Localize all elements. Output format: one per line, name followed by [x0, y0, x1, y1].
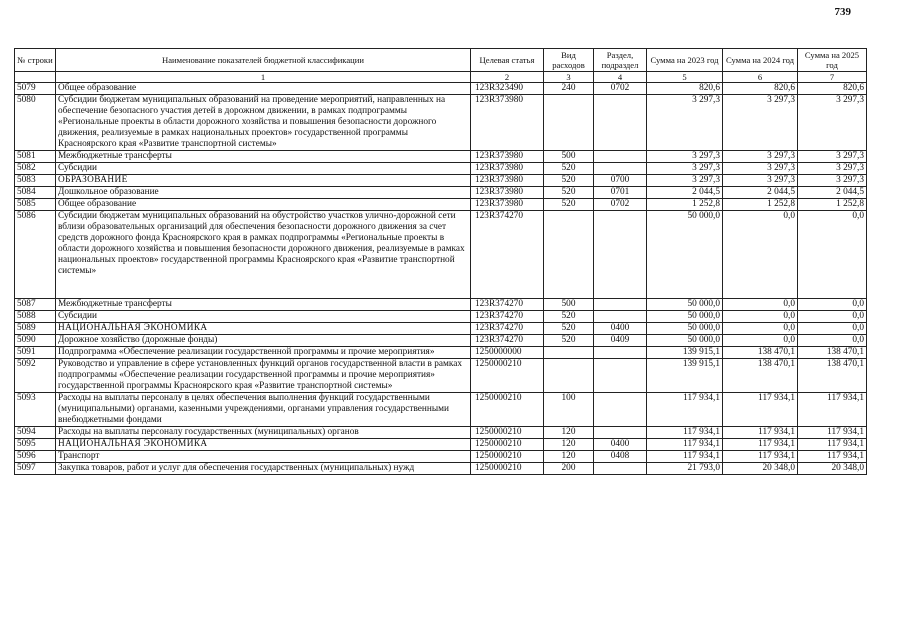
section-cell: 0408	[594, 451, 647, 463]
row-number-cell: 5086	[15, 211, 56, 299]
sum-2025-cell: 117 934,1	[798, 451, 867, 463]
indicator-name-cell: Транспорт	[56, 451, 471, 463]
section-cell	[594, 311, 647, 323]
target-article-cell: 123R373980	[471, 95, 544, 151]
target-article-cell: 123R374270	[471, 323, 544, 335]
table-row	[15, 311, 867, 323]
column-number: 4	[594, 72, 647, 83]
sum-2023-cell: 139 915,1	[647, 347, 723, 359]
sum-2024-cell: 0,0	[723, 311, 798, 323]
sum-2024-cell: 3 297,3	[723, 95, 798, 151]
page-number: 739	[834, 6, 851, 18]
sum-2023-cell: 2 044,5	[647, 187, 723, 199]
indicator-name-cell: НАЦИОНАЛЬНАЯ ЭКОНОМИКА	[56, 323, 471, 335]
indicator-name-cell: Расходы на выплаты персоналу государственных (муниципальных) органов	[56, 427, 471, 439]
row-number-cell: 5084	[15, 187, 56, 199]
table-row	[15, 439, 867, 451]
sum-2025-cell: 3 297,3	[798, 95, 867, 151]
sum-2025-cell: 117 934,1	[798, 393, 867, 427]
section-cell	[594, 163, 647, 175]
target-article-cell: 123R374270	[471, 335, 544, 347]
indicator-name-cell: НАЦИОНАЛЬНАЯ ЭКОНОМИКА	[56, 439, 471, 451]
sum-2023-cell: 117 934,1	[647, 427, 723, 439]
section-cell	[594, 299, 647, 311]
sum-2023-cell: 117 934,1	[647, 451, 723, 463]
expense-type-cell: 520	[544, 175, 594, 187]
expense-type-cell	[544, 211, 594, 299]
section-cell: 0400	[594, 323, 647, 335]
sum-2025-cell: 0,0	[798, 311, 867, 323]
expense-type-cell	[544, 359, 594, 393]
sum-2025-cell: 117 934,1	[798, 427, 867, 439]
table-row	[15, 199, 867, 211]
sum-2023-cell: 50 000,0	[647, 311, 723, 323]
target-article-cell: 123R374270	[471, 311, 544, 323]
section-cell	[594, 347, 647, 359]
sum-2025-cell: 3 297,3	[798, 163, 867, 175]
header-sum-2025: Сумма на 2025 год	[798, 49, 867, 72]
section-cell: 0700	[594, 175, 647, 187]
sum-2025-cell: 138 470,1	[798, 359, 867, 393]
row-number-cell: 5087	[15, 299, 56, 311]
header-expense-type: Вид расходов	[544, 49, 594, 72]
sum-2023-cell: 117 934,1	[647, 439, 723, 451]
row-number-cell: 5089	[15, 323, 56, 335]
sum-2025-cell: 3 297,3	[798, 151, 867, 163]
table-row	[15, 323, 867, 335]
sum-2025-cell: 0,0	[798, 211, 867, 299]
sum-2024-cell: 1 252,8	[723, 199, 798, 211]
row-number-cell: 5096	[15, 451, 56, 463]
target-article-cell: 1250000000	[471, 347, 544, 359]
row-number-cell: 5092	[15, 359, 56, 393]
sum-2025-cell: 2 044,5	[798, 187, 867, 199]
expense-type-cell: 520	[544, 311, 594, 323]
row-number-cell: 5088	[15, 311, 56, 323]
column-number: 3	[544, 72, 594, 83]
sum-2023-cell: 139 915,1	[647, 359, 723, 393]
sum-2023-cell: 3 297,3	[647, 163, 723, 175]
sum-2025-cell: 138 470,1	[798, 347, 867, 359]
section-cell: 0702	[594, 83, 647, 95]
sum-2023-cell: 21 793,0	[647, 463, 723, 475]
target-article-cell: 1250000210	[471, 427, 544, 439]
target-article-cell: 123R373980	[471, 175, 544, 187]
expense-type-cell: 520	[544, 187, 594, 199]
sum-2023-cell: 3 297,3	[647, 151, 723, 163]
column-number: 7	[798, 72, 867, 83]
expense-type-cell: 500	[544, 299, 594, 311]
expense-type-cell: 520	[544, 323, 594, 335]
row-number-cell: 5094	[15, 427, 56, 439]
sum-2024-cell: 820,6	[723, 83, 798, 95]
column-number-row	[15, 72, 867, 83]
indicator-name-cell: Дорожное хозяйство (дорожные фонды)	[56, 335, 471, 347]
section-cell	[594, 151, 647, 163]
header-name: Наименование показателей бюджетной классификации	[56, 49, 471, 72]
column-number: 6	[723, 72, 798, 83]
sum-2025-cell: 1 252,8	[798, 199, 867, 211]
table-row	[15, 451, 867, 463]
section-cell	[594, 463, 647, 475]
row-number-cell: 5095	[15, 439, 56, 451]
sum-2023-cell: 50 000,0	[647, 299, 723, 311]
header-sum-2024: Сумма на 2024 год	[723, 49, 798, 72]
sum-2024-cell: 0,0	[723, 299, 798, 311]
target-article-cell: 123R373980	[471, 151, 544, 163]
sum-2023-cell: 50 000,0	[647, 335, 723, 347]
section-cell: 0400	[594, 439, 647, 451]
expense-type-cell: 120	[544, 439, 594, 451]
sum-2025-cell: 0,0	[798, 299, 867, 311]
sum-2024-cell: 2 044,5	[723, 187, 798, 199]
expense-type-cell: 120	[544, 451, 594, 463]
section-cell	[594, 95, 647, 151]
sum-2025-cell: 0,0	[798, 335, 867, 347]
target-article-cell: 123R373980	[471, 199, 544, 211]
budget-table	[14, 48, 867, 475]
sum-2024-cell: 0,0	[723, 211, 798, 299]
indicator-name-cell: Субсидии	[56, 163, 471, 175]
indicator-name-cell: Общее образование	[56, 83, 471, 95]
sum-2024-cell: 138 470,1	[723, 359, 798, 393]
header-row-no: № строки	[15, 49, 56, 72]
indicator-name-cell: Расходы на выплаты персоналу в целях обеспечения выполнения функций государственными (муниципальными) органами, казенными учреждениями, органами управления государственными внебюджетными фондами	[56, 393, 471, 427]
expense-type-cell: 520	[544, 199, 594, 211]
column-number	[15, 72, 56, 83]
table-row	[15, 463, 867, 475]
sum-2024-cell: 0,0	[723, 335, 798, 347]
row-number-cell: 5091	[15, 347, 56, 359]
section-cell	[594, 211, 647, 299]
row-number-cell: 5079	[15, 83, 56, 95]
row-number-cell: 5090	[15, 335, 56, 347]
indicator-name-cell: Межбюджетные трансферты	[56, 151, 471, 163]
target-article-cell: 123R373980	[471, 163, 544, 175]
expense-type-cell	[544, 347, 594, 359]
section-cell	[594, 359, 647, 393]
target-article-cell: 123R374270	[471, 299, 544, 311]
expense-type-cell: 240	[544, 83, 594, 95]
table-row	[15, 359, 867, 393]
sum-2024-cell: 20 348,0	[723, 463, 798, 475]
target-article-cell: 123R373980	[471, 187, 544, 199]
sum-2023-cell: 820,6	[647, 83, 723, 95]
table-row	[15, 347, 867, 359]
row-number-cell: 5080	[15, 95, 56, 151]
section-cell: 0702	[594, 199, 647, 211]
row-number-cell: 5093	[15, 393, 56, 427]
sum-2025-cell: 0,0	[798, 323, 867, 335]
target-article-cell: 123R374270	[471, 211, 544, 299]
target-article-cell: 1250000210	[471, 451, 544, 463]
target-article-cell: 1250000210	[471, 359, 544, 393]
header-target: Целевая статья	[471, 49, 544, 72]
target-article-cell: 1250000210	[471, 439, 544, 451]
row-number-cell: 5082	[15, 163, 56, 175]
table-row	[15, 95, 867, 151]
sum-2024-cell: 117 934,1	[723, 427, 798, 439]
table-row	[15, 175, 867, 187]
section-cell	[594, 393, 647, 427]
table-row	[15, 211, 867, 299]
header-sum-2023: Сумма на 2023 год	[647, 49, 723, 72]
indicator-name-cell: Субсидии бюджетам муниципальных образований на обустройство участков улично-дорожной сети вблизи образовательных организаций для обеспечения безопасности дорожного движения за счет средств дорожного фонда Красноярского края в рамках подпрограммы «Региональные проекты в области дорожного хозяйства и повышения безопасности дорожного движения, реализуемые в рамках национальных проектов» государственной программы Красноярского края «Развитие транспортной системы»	[56, 211, 471, 299]
indicator-name-cell: Общее образование	[56, 199, 471, 211]
table-row	[15, 299, 867, 311]
sum-2023-cell: 3 297,3	[647, 175, 723, 187]
table-row	[15, 163, 867, 175]
table-row	[15, 427, 867, 439]
sum-2024-cell: 117 934,1	[723, 393, 798, 427]
indicator-name-cell: Подпрограмма «Обеспечение реализации государственной программы и прочие мероприятия»	[56, 347, 471, 359]
target-article-cell: 123R323490	[471, 83, 544, 95]
column-number: 2	[471, 72, 544, 83]
expense-type-cell: 200	[544, 463, 594, 475]
sum-2025-cell: 820,6	[798, 83, 867, 95]
table-row	[15, 393, 867, 427]
expense-type-cell	[544, 95, 594, 151]
sum-2025-cell: 117 934,1	[798, 439, 867, 451]
indicator-name-cell: Субсидии	[56, 311, 471, 323]
expense-type-cell: 520	[544, 163, 594, 175]
expense-type-cell: 500	[544, 151, 594, 163]
indicator-name-cell: Закупка товаров, работ и услуг для обеспечения государственных (муниципальных) нужд	[56, 463, 471, 475]
sum-2024-cell: 117 934,1	[723, 451, 798, 463]
header-row	[15, 49, 867, 72]
expense-type-cell: 120	[544, 427, 594, 439]
sum-2023-cell: 1 252,8	[647, 199, 723, 211]
sum-2023-cell: 3 297,3	[647, 95, 723, 151]
column-number: 5	[647, 72, 723, 83]
sum-2023-cell: 117 934,1	[647, 393, 723, 427]
row-number-cell: 5085	[15, 199, 56, 211]
sum-2023-cell: 50 000,0	[647, 323, 723, 335]
indicator-name-cell: ОБРАЗОВАНИЕ	[56, 175, 471, 187]
sum-2024-cell: 117 934,1	[723, 439, 798, 451]
target-article-cell: 1250000210	[471, 393, 544, 427]
table-row	[15, 151, 867, 163]
sum-2024-cell: 138 470,1	[723, 347, 798, 359]
sum-2024-cell: 3 297,3	[723, 163, 798, 175]
indicator-name-cell: Дошкольное образование	[56, 187, 471, 199]
sum-2024-cell: 3 297,3	[723, 151, 798, 163]
header-section: Раздел, подраздел	[594, 49, 647, 72]
expense-type-cell: 520	[544, 335, 594, 347]
table-row	[15, 187, 867, 199]
row-number-cell: 5083	[15, 175, 56, 187]
row-number-cell: 5097	[15, 463, 56, 475]
section-cell	[594, 427, 647, 439]
target-article-cell: 1250000210	[471, 463, 544, 475]
section-cell: 0409	[594, 335, 647, 347]
section-cell: 0701	[594, 187, 647, 199]
sum-2024-cell: 0,0	[723, 323, 798, 335]
indicator-name-cell: Межбюджетные трансферты	[56, 299, 471, 311]
sum-2025-cell: 20 348,0	[798, 463, 867, 475]
row-number-cell: 5081	[15, 151, 56, 163]
column-number: 1	[56, 72, 471, 83]
sum-2024-cell: 3 297,3	[723, 175, 798, 187]
expense-type-cell: 100	[544, 393, 594, 427]
sum-2023-cell: 50 000,0	[647, 211, 723, 299]
table-row	[15, 335, 867, 347]
indicator-name-cell: Руководство и управление в сфере установленных функций органов государственной власти в рамках подпрограммы «Обеспечение реализации государственной программы и прочие мероприятия» государственной программы Красноярского края «Развитие транспортной системы»	[56, 359, 471, 393]
sum-2025-cell: 3 297,3	[798, 175, 867, 187]
indicator-name-cell: Субсидии бюджетам муниципальных образований на проведение мероприятий, направленных на обеспечение безопасного участия детей в дорожном движении, в рамках подпрограммы «Региональные проекты в области дорожного хозяйства и повышения безопасности дорожного движения, реализуемые в рамках национальных проектов» государственной программы Красноярского края «Развитие транспортной системы»	[56, 95, 471, 151]
table-row	[15, 83, 867, 95]
